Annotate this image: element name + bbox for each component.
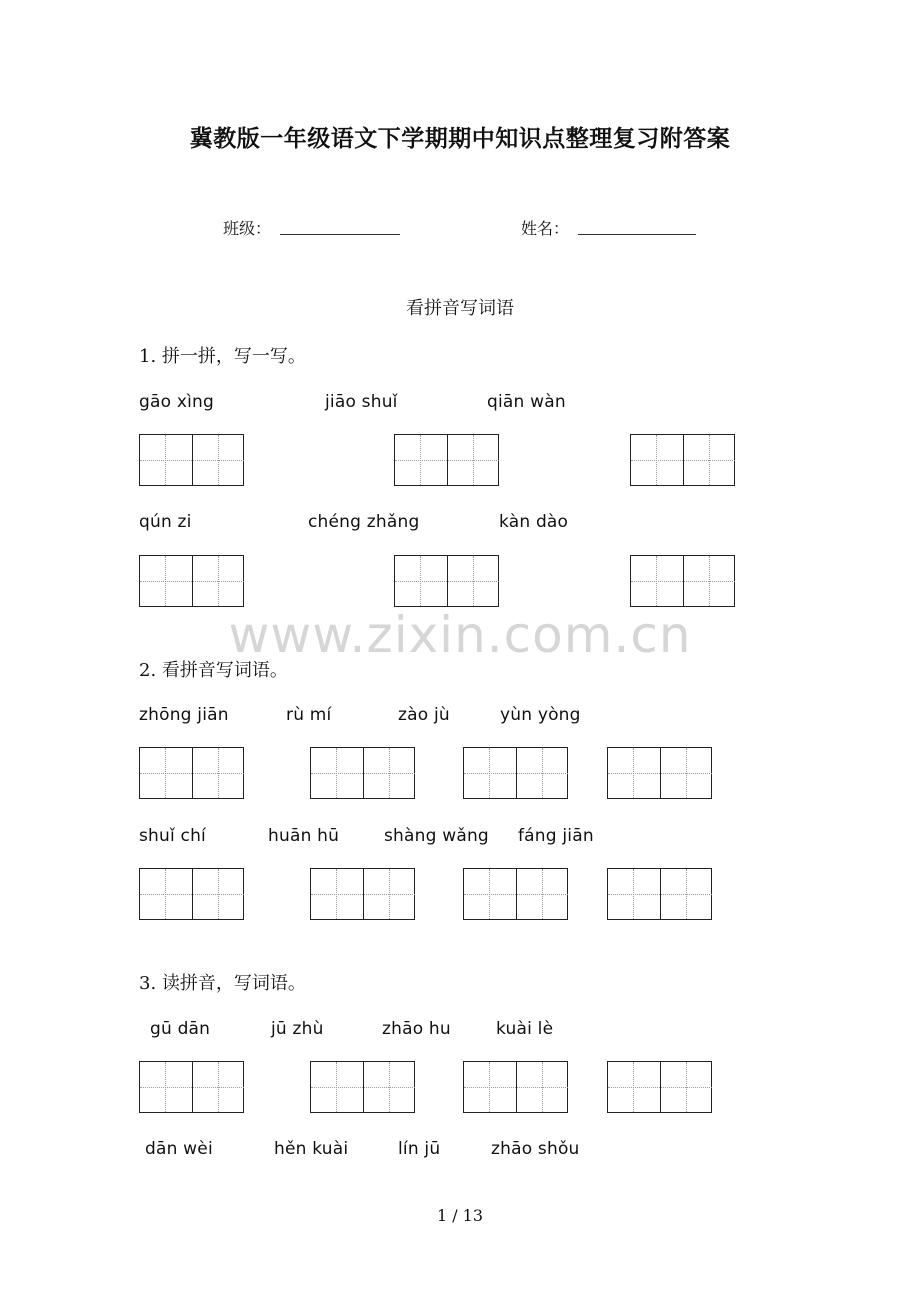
pinyin-label: kuài lè <box>496 1019 554 1039</box>
pinyin-label: gū dān <box>150 1019 211 1039</box>
writing-box[interactable] <box>139 868 244 920</box>
writing-box[interactable] <box>463 747 568 799</box>
name-input-line[interactable] <box>578 234 696 235</box>
page-number: 1 / 13 <box>436 1206 484 1225</box>
pinyin-label: zào jù <box>398 705 450 725</box>
writing-box[interactable] <box>310 1061 415 1113</box>
pinyin-label: jū zhù <box>271 1019 324 1039</box>
pinyin-label: yùn yòng <box>500 705 581 725</box>
pinyin-label: hěn kuài <box>274 1139 349 1159</box>
class-input-line[interactable] <box>280 234 400 235</box>
question-1-title: 1. 拼一拼，写一写。 <box>139 346 306 367</box>
pinyin-label: qiān wàn <box>487 392 566 412</box>
writing-box[interactable] <box>139 555 244 607</box>
pinyin-label: chéng zhǎng <box>308 512 420 532</box>
writing-box[interactable] <box>394 555 499 607</box>
pinyin-label: kàn dào <box>499 512 569 532</box>
pinyin-label: rù mí <box>286 705 332 725</box>
pinyin-label: zhōng jiān <box>139 705 229 725</box>
writing-box[interactable] <box>630 555 735 607</box>
pinyin-label: jiāo shuǐ <box>325 392 398 412</box>
writing-box[interactable] <box>630 434 735 486</box>
writing-box[interactable] <box>139 747 244 799</box>
pinyin-label: shàng wǎng <box>384 826 489 846</box>
watermark: www.zixin.com.cn <box>228 606 692 664</box>
writing-box[interactable] <box>139 434 244 486</box>
writing-box[interactable] <box>463 1061 568 1113</box>
writing-box[interactable] <box>607 868 712 920</box>
class-label: 班级： <box>223 219 272 238</box>
writing-box[interactable] <box>310 868 415 920</box>
question-3-title: 3. 读拼音，写词语。 <box>139 973 306 994</box>
pinyin-label: dān wèi <box>145 1139 213 1159</box>
writing-box[interactable] <box>607 747 712 799</box>
writing-box[interactable] <box>607 1061 712 1113</box>
writing-box[interactable] <box>139 1061 244 1113</box>
document-title: 冀教版一年级语文下学期期中知识点整理复习附答案 <box>189 125 731 152</box>
name-label: 姓名： <box>521 219 570 238</box>
writing-box[interactable] <box>310 747 415 799</box>
pinyin-label: shuǐ chí <box>139 826 206 846</box>
question-2-title: 2. 看拼音写词语。 <box>139 660 288 681</box>
pinyin-label: fáng jiān <box>518 826 594 846</box>
pinyin-label: lín jū <box>398 1139 441 1159</box>
writing-box[interactable] <box>394 434 499 486</box>
pinyin-label: huān hū <box>268 826 340 846</box>
pinyin-label: zhāo hu <box>382 1019 451 1039</box>
pinyin-label: gāo xìng <box>139 392 214 412</box>
section-title: 看拼音写词语 <box>406 298 514 319</box>
pinyin-label: qún zi <box>139 512 192 532</box>
writing-box[interactable] <box>463 868 568 920</box>
pinyin-label: zhāo shǒu <box>491 1139 580 1159</box>
